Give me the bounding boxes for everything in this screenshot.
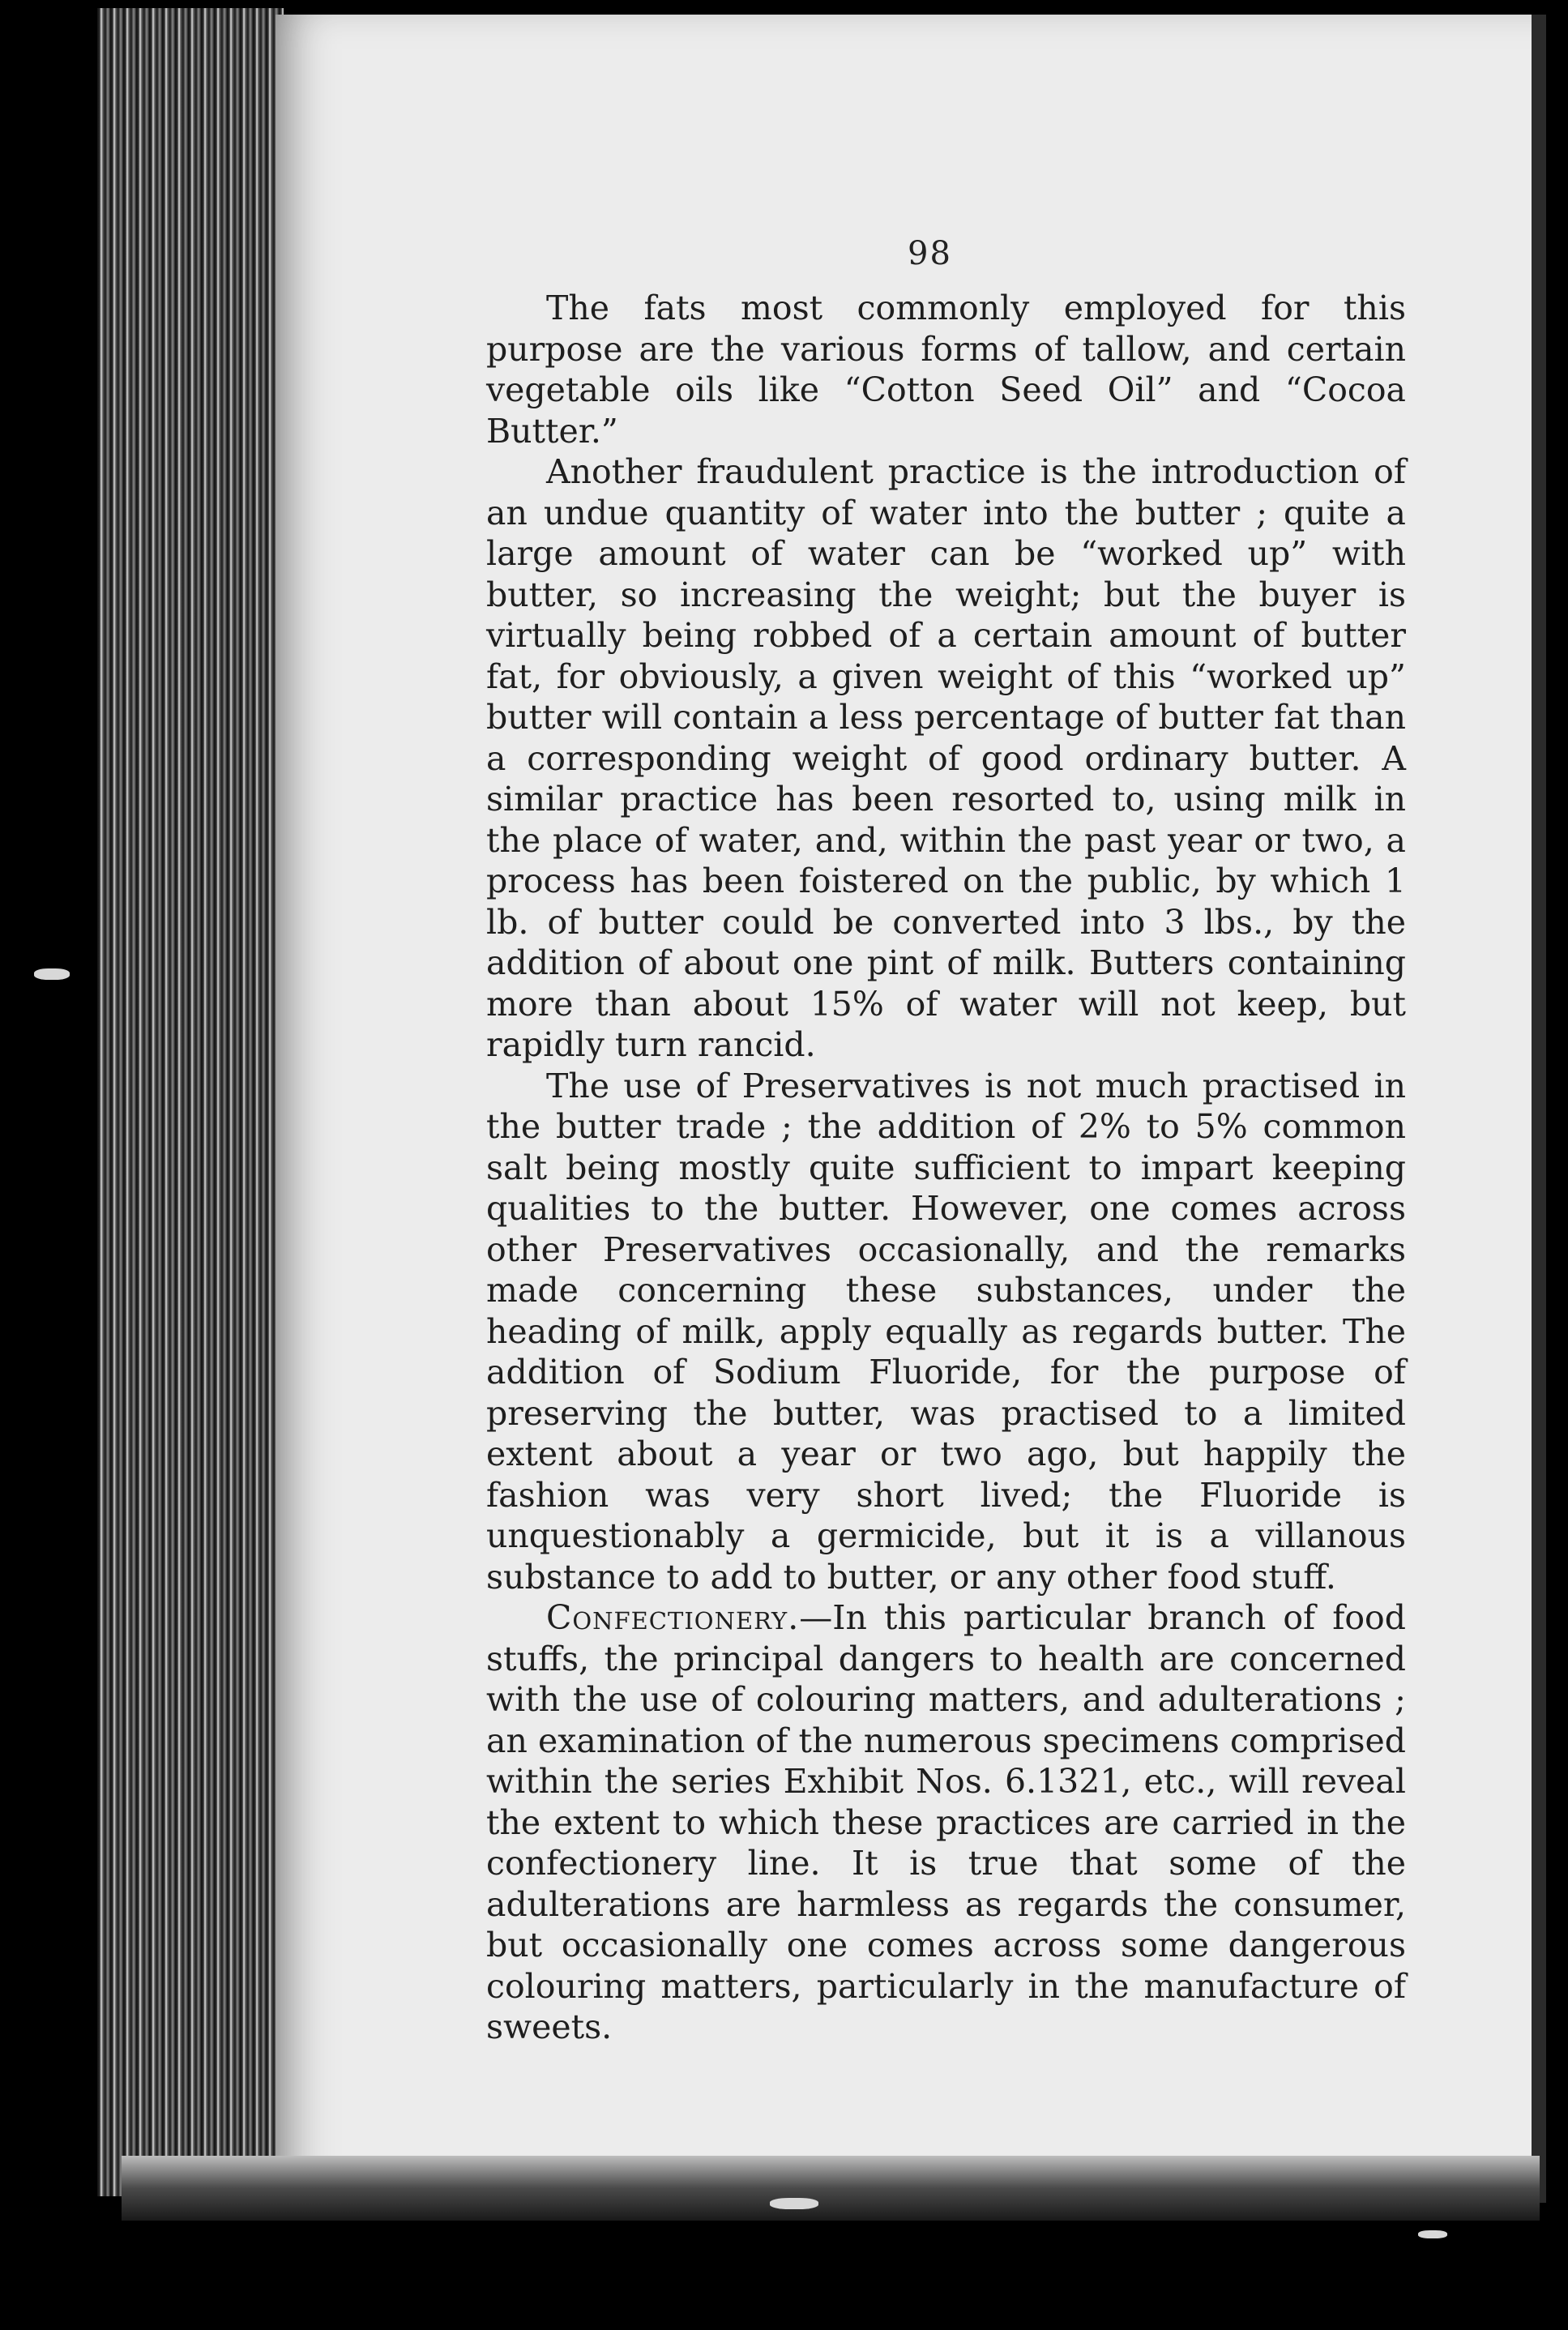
- page-right-edge: [1532, 15, 1546, 2203]
- paragraph-water-fraud: Another fraudulent practice is the introduction of an undue quantity of water into the butter ; quite a large amount of water can be “worked up” with butter, so increasing the weight; but the buyer is virtually being robbed of a certain amount of butter fat, for obviously, a given weight of this “worked up” butter will contain a less percentage of butter fat than a corresponding weight of good ordinary butter. A similar practice has been resorted to, using milk in the place of water, and, within the past year or two, a process has been foistered on the public, by which 1 lb. of butter could be converted into 3 lbs., by the addition of about one pint of milk. Butters containing more than about 15% of water will not keep, but rapidly turn rancid.: [486, 452, 1406, 1064]
- section-heading-confectionery: Confectionery.: [546, 1598, 800, 1637]
- scan-speck: [1418, 2230, 1447, 2238]
- page-bottom-edge: [122, 2156, 1540, 2221]
- scan-speck: [770, 2198, 818, 2209]
- paragraph-fats: The fats most commonly employed for this purpose are the various forms of tallow, and certain vegetable oils like “Cotton Seed Oil” and “Cocoa Butter.”: [486, 289, 1406, 451]
- scan-speck: [34, 968, 70, 980]
- paragraph-confectionery-text: —In this particular branch of food stuffs, the principal dangers to health are concerned with the use of colouring matters, and adulterations ; an examination of the numerous specimens comprised within the series Exhibit Nos. 6.1321, etc., will reveal the extent to which these practices are carried in the confectionery line. It is true that some of the adulterations are harmless as regards the consumer, but occasionally one comes across some dangerous colouring matters, particularly in the manufacture of sweets.: [486, 1598, 1406, 2046]
- paragraph-confectionery: [486, 1597, 1406, 2048]
- body-text: [486, 288, 1406, 2048]
- paragraph-preservatives: The use of Preservatives is not much practised in the butter trade ; the addition of 2% to 5% common salt being mostly quite sufficient to impart keeping qualities to the butter. However, one comes across other Preservatives occasionally, and the remarks made concerning these substances, under the heading of milk, apply equally as regards butter. The addition of Sodium Fluoride, for the purpose of preserving the butter, was practised to a limited extent about a year or two ago, but happily the fashion was very short lived; the Fluoride is unquestionably a germicide, but it is a villanous substance to add to butter, or any other food stuff.: [486, 1066, 1406, 1597]
- page-number: 98: [908, 235, 952, 272]
- book-binding-edge: [97, 8, 284, 2196]
